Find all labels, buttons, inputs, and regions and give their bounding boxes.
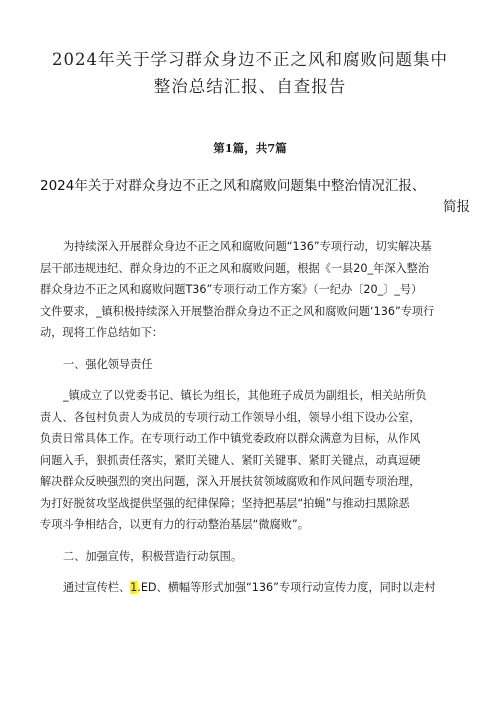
paragraph-line: 动，现将工作总结如下： [40, 326, 164, 339]
paragraph-leadership [40, 385, 470, 536]
part-label: 第1篇，共7篇 [213, 141, 287, 155]
paragraph-line: 负责日常具体工作。在专项行动工作中镇党委政府以群众满意为目标，从作风 [40, 432, 421, 445]
title-line-1: 2024年关于学习群众身边不正之风和腐败问题集中 [52, 50, 448, 69]
paragraph-line: 文件要求，_镇积极持续深入开展整治群众身边不正之风和腐败问题‘136”专项行 [40, 304, 435, 318]
paragraph-line: 层干部违规违纪、群众身边的不正之风和腐败问题，根据《一县20_年深入整治 [40, 261, 430, 275]
paragraph-text: .ED、横幅等形式加强“136”专项行动宣传力度，同时以走村 [137, 581, 436, 594]
paragraph-line: 解决群众反映强烈的突出问题，深入开展扶贫领域腐败和作风问题专项治理， [40, 475, 421, 488]
section-title-line-2: 简报 [443, 199, 470, 215]
paragraph-line: 问题入手，狠抓责任落实，紧盯关键人、紧盯关键事、紧盯关键点，动真逗硬 [40, 453, 421, 467]
section-title [40, 176, 470, 218]
title-line-2: 整治总结汇报、自查报告 [153, 77, 347, 96]
paragraph-publicity [40, 577, 470, 599]
paragraph-line: 责人、各包村负责人为成员的专项行动工作领导小组，领导小组下设办公室， [40, 410, 421, 424]
paragraph-intro [40, 236, 470, 344]
heading-2: 二、加强宣传，积极营造行动氛围。 [63, 549, 243, 563]
paragraph-line: 为持续深入开展群众身边不正之风和腐败问题“136”专项行动，切实解决基 [63, 240, 432, 253]
paragraph-line: _镇成立了以党委书记、镇长为组长，其他班子成员为副组长，相关站所负 [63, 389, 427, 402]
heading-1: 一、强化领导责任 [63, 357, 153, 371]
document-body [40, 236, 470, 599]
paragraph-text: 通过宣传栏、 [63, 581, 131, 594]
section-title-line-1: 2024年关于对群众身边不正之风和腐败问题集中整治情况汇报、 [40, 178, 426, 194]
highlighted-text: 1 [130, 581, 138, 594]
document-title [30, 46, 470, 100]
paragraph-line: 专项斗争相结合，以更有力的行动整治基层“微腐败”。 [40, 518, 309, 531]
paragraph-line: 为打好脱贫攻坚战提供坚强的纪律保障；坚持把基层“拍蝇”与推动扫黑除恶 [40, 496, 410, 510]
paragraph-line: 群众身边不正之风和腐败问题T36”专项行动工作方案》（一纪办〔20_〕_号） [40, 283, 423, 296]
